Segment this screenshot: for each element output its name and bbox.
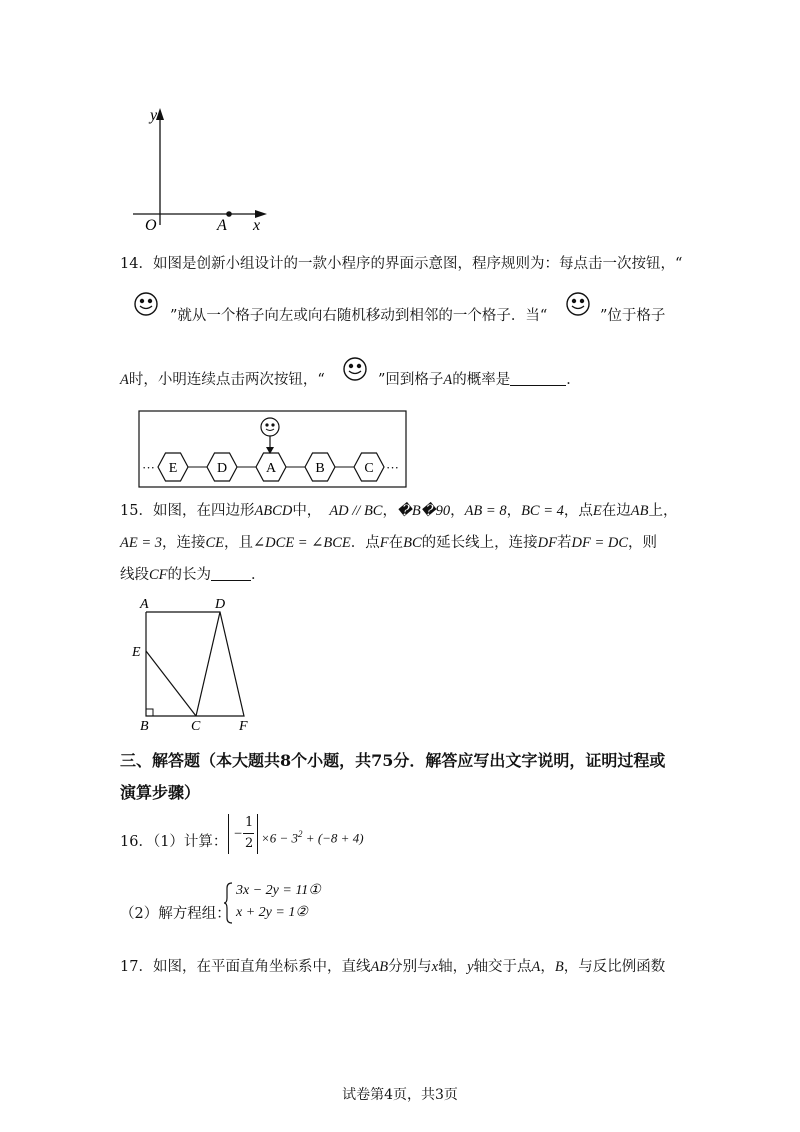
q15-text: ， [382,503,397,519]
q17-line1 [120,957,665,977]
right-dots: ··· [386,460,399,475]
hex-cell-label: C [364,461,374,476]
q15-text: 的延长线上，连接 [421,535,538,551]
smiley-icon [132,290,160,318]
math: AB [630,503,649,519]
q15-text: ． [251,567,266,583]
equation-2: x + 2y = 1② [236,905,308,920]
point-a-label: A [217,217,227,234]
math: AB [370,959,389,975]
q17-text: 轴， [438,959,468,975]
answer-blank [510,371,566,386]
q15-text: ， [506,503,522,519]
abs-bar-right [257,814,258,854]
expr-text: ×6 − 3 [261,830,299,846]
answer-blank [211,566,251,581]
math: F [379,535,389,551]
math: x [431,959,439,975]
var-a: A [443,372,453,388]
grid-figure [138,410,408,490]
frac-den: 2 [245,836,254,851]
smiley-icon [564,290,592,318]
q15-text: 中， [292,503,322,519]
q15-line3 [120,565,266,585]
section-heading: 三、解答题（本大题共8个小题，共75分．解答应写出文字说明，证明过程或 [120,751,666,770]
hex-cell-label: B [315,461,325,476]
math: AB = 8 [464,503,507,519]
system-brace [224,882,234,924]
math: DF = DC [571,535,629,551]
page-footer: 试卷第4页，共3页 [342,1087,458,1103]
hex-cell-label: A [265,461,277,476]
equation-1: 3x − 2y = 11① [236,883,321,898]
quadrilateral-figure [130,594,260,734]
q15-text: ．点 [350,535,380,551]
q14-line2-text: ”就从一个格子向左或向右随机移动到相邻的一个格子．当“ [170,308,548,324]
axis-figure [125,100,275,235]
q15-line2 [120,533,657,553]
y-axis-label: y [150,107,158,124]
q15-text: 的长为 [167,567,212,583]
abs-bar-left [228,814,229,854]
hex-cell-label: E [168,461,178,476]
q15-text: 上， [648,503,678,519]
q15-text: ， [450,503,465,519]
q17-text: 分别与 [388,959,432,975]
var-a: A [120,372,129,388]
q15-text: ，则 [628,535,658,551]
math: B [554,959,564,975]
q14-line2b: ”位于格子 [600,308,666,324]
smiley-icon [341,355,369,383]
math: CE [205,535,225,551]
frac-num: 1 [245,815,254,830]
q14-text: ． [566,372,581,388]
math: DF [537,535,557,551]
q14-text: 时，小明连续点击两次按钮，“ [128,372,325,388]
q15-text: 在边 [601,503,631,519]
q15-text: 若 [557,535,572,551]
q17-text: 轴交于点 [473,959,532,975]
section-heading-2: 演算步骤） [120,783,201,802]
q14-line3-tail [378,370,581,390]
q14-line2 [170,306,547,326]
q15-line1 [120,501,677,521]
label-a: A [140,597,149,612]
math: CF [149,567,168,583]
math: y [467,959,474,975]
x-axis-label: x [253,217,261,234]
q14-line3 [120,370,325,390]
math: BC [403,535,422,551]
exponent: 2 [298,829,303,839]
label-d: D [215,597,226,612]
q15-text: 15．如图，在四边形 [120,503,255,519]
q17-text: 17．如图，在平面直角坐标系中，直线 [120,959,371,975]
q15-text: ，点 [563,503,593,519]
q16-part2-label: （2）解方程组： [120,906,231,922]
q17-text: ，与反比例函数 [563,959,666,975]
q14-text: ”回到格子 [378,372,444,388]
math: E [592,503,602,519]
math: ABCD [254,503,293,519]
left-dots: ··· [142,460,155,475]
q15-text: 在 [388,535,404,551]
q14-text: 的概率是 [452,372,511,388]
label-b: B [140,719,149,734]
origin-label: O [145,217,157,234]
math: BC = 4 [521,503,564,519]
q15-text: ，连接 [162,535,206,551]
q16-part1-label: 16．（1）计算： [120,834,228,850]
label-f: F [239,719,248,734]
label-c: C [191,719,201,734]
q14-line1: 14．如图是创新小组设计的一款小程序的界面示意图，程序规则为：每点击一次按钮，“ [120,256,683,272]
q17-text: ， [540,959,555,975]
math: ∠DCE = ∠BCE [253,535,351,551]
math: A [531,959,541,975]
math: AD // BC [329,503,383,519]
label-e: E [132,645,141,660]
expr-rest [261,824,364,848]
expr-tail: + (−8 + 4) [302,830,364,846]
math: AE = 3 [120,535,162,551]
q15-text: 线段 [120,567,149,583]
minus-sign: − [233,826,243,842]
math: �B�90 [396,503,451,519]
q15-text: ，且 [224,535,254,551]
hex-cell-label: D [216,461,228,476]
